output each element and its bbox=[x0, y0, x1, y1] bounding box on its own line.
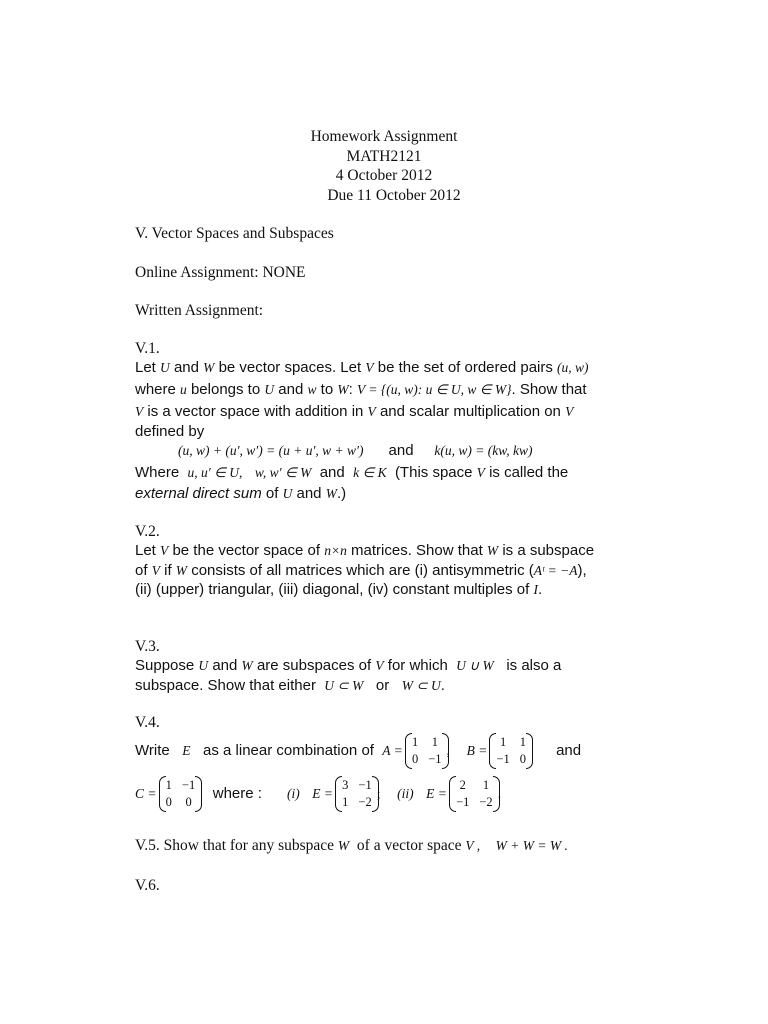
problem-1-line-2: where u belongs to U and w to W: V = {(u, w): u ∈ U, w ∈ W}. Show that bbox=[135, 381, 587, 398]
matrix-C: 1 −1 0 0 bbox=[161, 777, 201, 811]
problem-5: V.5. Show that for any subspace W of a vector space V , W + W = W . bbox=[135, 837, 568, 854]
problem-2-line-2: of V if W consists of all matrices which are (i) antisymmetric (Aᵗ = −A), bbox=[135, 562, 587, 579]
problem-4-line-2: C = 1 −1 0 0 where : (i) E = 3 −1 1 −2 ; (ii) E = 2 1 −1 −2 . bbox=[135, 775, 501, 813]
header-due: Due 11 October 2012 bbox=[327, 187, 461, 204]
problem-number: V.6. bbox=[135, 877, 160, 894]
problem-2-line-3: (ii) (upper) triangular, (iii) diagonal, (iv) constant multiples of I. bbox=[135, 581, 543, 598]
problem-1-line-7: external direct sum of U and W.) bbox=[135, 485, 347, 502]
header-course: MATH2121 bbox=[346, 148, 422, 165]
problem-number: V.1. bbox=[135, 340, 160, 357]
problem-2-line-1: Let V be the vector space of n×n matrices. Show that W is a subspace bbox=[135, 542, 595, 559]
section-heading: V. Vector Spaces and Subspaces bbox=[135, 225, 334, 242]
problem-number: V.2. bbox=[135, 523, 160, 540]
matrix-A: 1 1 0 −1 bbox=[407, 734, 447, 768]
matrix-E2: 2 1 −1 −2 bbox=[451, 777, 498, 811]
problem-3-line-1: Suppose U and W are subspaces of V for which U ∪ W is also a bbox=[135, 657, 562, 674]
matrix-B: 1 1 −1 0 bbox=[491, 734, 531, 768]
problem-1-line-1: Let U and W be vector spaces. Let V be the set of ordered pairs (u, w) bbox=[135, 359, 589, 376]
matrix-E1: 3 −1 1 −2 bbox=[337, 777, 377, 811]
problem-number: V.3. bbox=[135, 638, 160, 655]
online-assignment: Online Assignment: NONE bbox=[135, 264, 306, 281]
problem-4-line-1: Write E as a linear combination of A = 1 1 0 −1 , B = 1 1 −1 0 and bbox=[135, 732, 581, 770]
problem-1-line-4: defined by bbox=[135, 423, 205, 440]
written-assignment: Written Assignment: bbox=[135, 302, 264, 319]
problem-1-line-6: Where u, u′ ∈ U, w, w′ ∈ W and k ∈ K (This space V is called the bbox=[135, 464, 569, 481]
header-date: 4 October 2012 bbox=[335, 167, 433, 184]
header-title: Homework Assignment bbox=[310, 128, 458, 145]
problem-1-equations: (u, w) + (u′, w′) = (u + u′, w + w′) and k(u, w) = (kw, kw) bbox=[178, 442, 533, 459]
problem-1-line-3: V is a vector space with addition in V and scalar multiplication on V bbox=[135, 403, 574, 420]
problem-3-line-2: subspace. Show that either U ⊂ W or W ⊂ U. bbox=[135, 677, 445, 694]
problem-number: V.4. bbox=[135, 714, 160, 731]
